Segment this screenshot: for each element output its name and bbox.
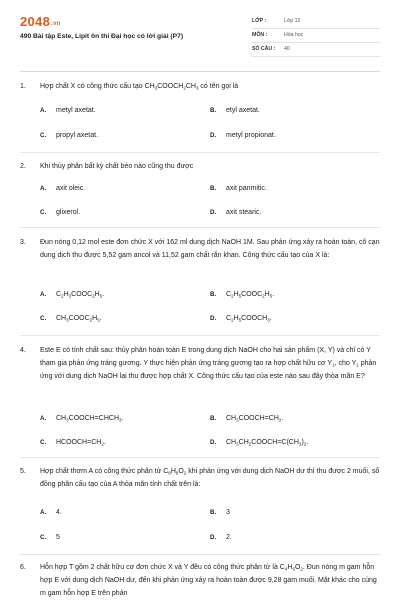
option-letter: B. [210, 107, 217, 114]
document-header [0, 0, 400, 62]
question-divider [20, 152, 380, 153]
answer-option-b[interactable] [210, 106, 260, 116]
option-text: $CH_3COOCH=CHCH_3$. [56, 415, 124, 423]
answer-option-a[interactable] [40, 508, 62, 518]
option-text: 2. [226, 534, 232, 541]
answer-option-b[interactable] [210, 414, 283, 424]
question-6 [20, 561, 380, 600]
option-text: metyl propionat. [226, 132, 276, 139]
document-title: 490 Bài tập Este, Lipit ôn thi Đại học có lời giải (P7) [20, 33, 184, 40]
option-letter: D. [210, 315, 217, 322]
option-letter: A. [40, 185, 47, 192]
option-letter: C. [40, 534, 47, 541]
answer-option-c[interactable] [40, 314, 102, 324]
option-text: glixerol. [56, 209, 81, 216]
answer-option-d[interactable] [210, 131, 276, 141]
question-3 [20, 236, 380, 262]
answer-option-d[interactable] [210, 438, 308, 448]
option-letter: C. [40, 132, 47, 139]
logo-main: 2048 [20, 14, 51, 29]
meta-value: Lớp 12 [284, 18, 301, 24]
question-text: Khi thủy phân bất kỳ chất béo nào cũng thu được [40, 163, 194, 170]
question-number: 4. [20, 347, 26, 354]
answer-option-a[interactable] [40, 414, 123, 424]
question-1 [20, 80, 380, 93]
question-number: 6. [20, 564, 26, 571]
option-text: 3 [226, 509, 230, 516]
option-letter: A. [40, 291, 47, 298]
answer-option-c[interactable] [40, 131, 98, 141]
answer-option-d[interactable] [210, 533, 232, 543]
option-text: metyl axetat. [56, 107, 96, 114]
option-text: propyl axetat. [56, 132, 99, 139]
question-number: 2. [20, 163, 26, 170]
question-5 [20, 465, 380, 491]
option-text: axit panmitic. [226, 185, 267, 192]
answer-option-c[interactable] [40, 208, 80, 218]
answer-option-b[interactable] [210, 184, 267, 194]
option-text: $C_2H_3COOC_2H_5$. [56, 291, 105, 299]
option-letter: C. [40, 315, 47, 322]
meta-grade [252, 16, 380, 29]
option-letter: A. [40, 107, 47, 114]
answer-option-d[interactable] [210, 314, 272, 324]
option-letter: D. [210, 439, 217, 446]
meta-value: Hóa học [284, 32, 304, 38]
meta-label: SỐ CÂU : [252, 46, 276, 52]
meta-label: MÔN : [252, 32, 268, 38]
question-number: 5. [20, 468, 26, 475]
meta-question-count [252, 44, 380, 57]
answer-option-d[interactable] [210, 208, 261, 218]
option-letter: B. [210, 415, 217, 422]
question-text: Hỗn hợp T gồm 2 chất hữu cơ đơn chức X và Y đều có công thức phân tử là $C_4H_6O_2$. Đun nóng m gam hỗn hợp E với dung dịch NaOH dư, đến khi phản ứng xảy ra hoàn toàn được 9,28 gam muối. Mặt khác cho cùng m gam hỗn hợp E trên phản [40, 564, 377, 598]
option-text: $C_2H_5COOCH_3$. [226, 315, 272, 323]
option-letter: A. [40, 509, 47, 516]
option-text: $C_2H_5COOC_2H_5$. [226, 291, 275, 299]
header-divider [20, 71, 380, 72]
option-letter: B. [210, 291, 217, 298]
option-text: $CH_3COOC_2H_5$. [56, 315, 102, 323]
question-text: Hợp chất thơm A có công thức phân tử $C_8H_8O_2$ khi phản ứng với dung dịch NaOH dư thì thu được 2 muối, số đồng phân cấu tạo của A thỏa mãn tính chất trên là: [40, 468, 380, 489]
question-text: Hợp chất X có công thức cấu tạo $CH_3COOCH_2CH_3$ có tên gọi là [40, 83, 239, 91]
question-number: 1. [20, 83, 26, 90]
site-logo[interactable] [20, 14, 61, 29]
option-text: $HCOOCH=CH_2$. [56, 439, 106, 447]
meta-label: LỚP : [252, 18, 267, 24]
question-2 [20, 160, 380, 173]
question-divider [20, 457, 380, 458]
option-letter: C. [40, 439, 47, 446]
answer-option-a[interactable] [40, 184, 85, 194]
answer-option-a[interactable] [40, 106, 96, 116]
question-divider [20, 335, 380, 336]
meta-subject [252, 30, 380, 43]
option-letter: A. [40, 415, 47, 422]
option-letter: D. [210, 209, 217, 216]
option-text: $CH_3CH_2COOCH=C(CH_3)_2$. [226, 439, 309, 447]
answer-option-b[interactable] [210, 290, 274, 300]
answer-option-b[interactable] [210, 508, 230, 518]
option-letter: D. [210, 132, 217, 139]
question-text: Đun nóng 0,12 mol este đơn chức X với 162 ml dung dịch NaOH 1M. Sau phản ứng xảy ra hoàn toàn, cô cạn dung dịch thu được 5,52 gam ancol và 11,52 gam chất rắn khan. Công thức cấu tạo của X là: [40, 239, 380, 260]
option-text: axit stearic. [226, 209, 262, 216]
question-divider [20, 227, 380, 228]
answer-option-c[interactable] [40, 438, 106, 448]
question-number: 3. [20, 239, 26, 246]
option-text: axit oleic. [56, 185, 86, 192]
question-4 [20, 344, 380, 384]
option-letter: D. [210, 534, 217, 541]
answer-option-c[interactable] [40, 533, 60, 543]
option-text: etyl axetat. [226, 107, 260, 114]
option-letter: B. [210, 185, 217, 192]
option-text: 5 [56, 534, 60, 541]
meta-value: 40 [284, 46, 290, 52]
answer-option-a[interactable] [40, 290, 104, 300]
option-letter: C. [40, 209, 47, 216]
logo-sub: .vn [51, 21, 61, 27]
question-text: Este E có tính chất sau: thủy phân hoàn toàn E trong dung dịch NaOH cho hai sản phẩm (X, Y) và chỉ có Y tham gia phản ứng tráng gương. Y thực hiện phản ứng tráng gương tạo ra hợp chất hữu cơ $Y_1$, cho $Y_1$ phản ứng với dung dịch NaOH lại thu được hợp chất X. Công thức cấu tạo của este nào sau đây thỏa mãn E? [40, 347, 377, 381]
question-divider [20, 554, 380, 555]
option-letter: B. [210, 509, 217, 516]
option-text: $CH_3COOCH=CH_2$. [226, 415, 284, 423]
option-text: 4. [56, 509, 62, 516]
